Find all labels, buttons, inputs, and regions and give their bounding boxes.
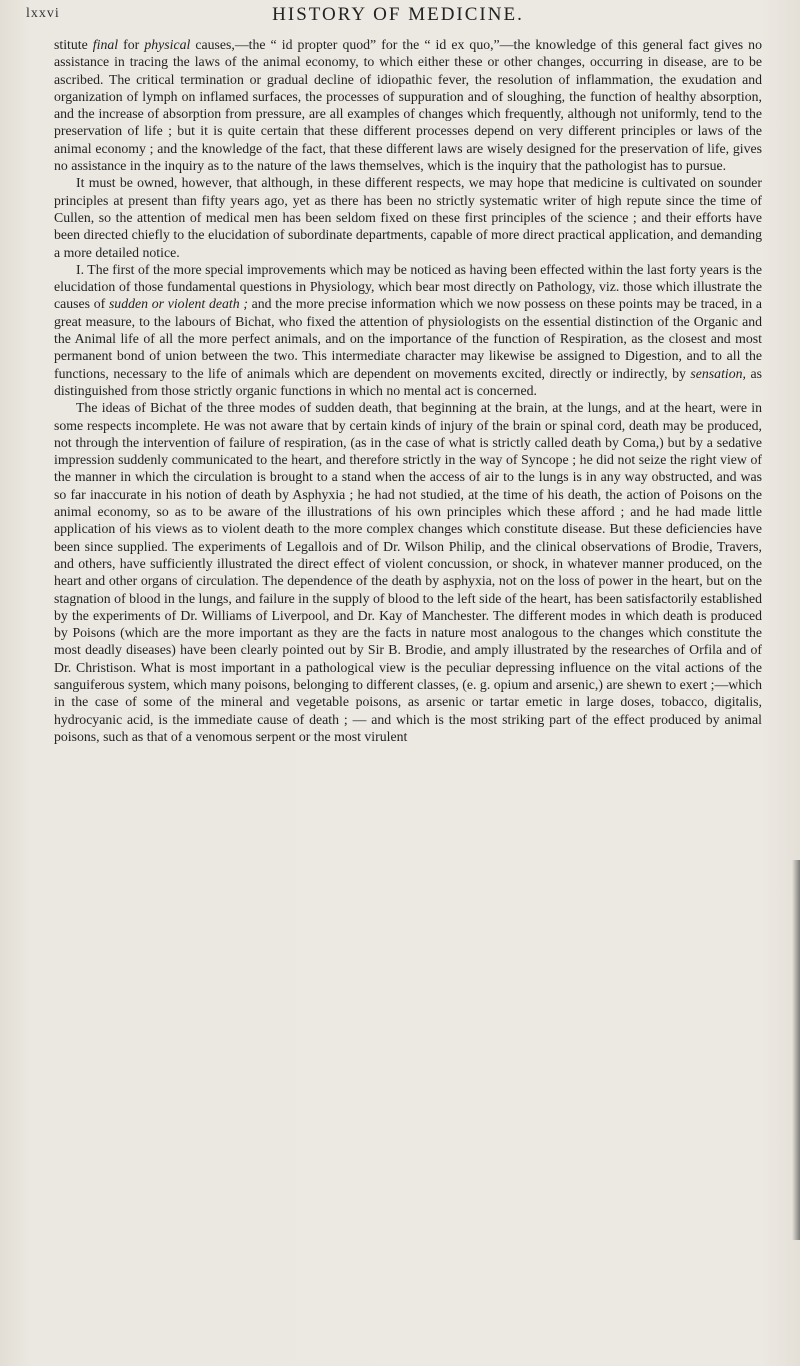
paragraph-text: as distinguished from those strictly organic functions in which no mental act is concerned. <box>54 365 762 398</box>
paragraph-text: stitute <box>54 37 93 52</box>
body-text <box>54 36 762 745</box>
paragraph-2 <box>54 174 762 260</box>
paragraph-text: and the more precise information which we now possess on these points may be traced, in a great measure, to the labours of Bichat, who fixed the attention of physiologists on the essential distinction of the Organic and the Animal life of all the more perfect animals, and on the importance of the function of Respiration, as the closest and most permanent bond of union between the two. This intermediate character may likewise be assigned to Digestion, and to all the functions, necessary to the life of animals which are dependent on movements excited, directly or indirectly, by <box>54 296 762 381</box>
italic-text: physical <box>144 37 191 52</box>
paragraph-text: I. The first of the more special improvements which may be noticed as having been effected within the last forty years is the elucidation of those fundamental questions in Physiology, which bear most directly on Pathology, viz. those which illustrate the causes of <box>54 261 762 312</box>
paragraph-3 <box>54 261 762 399</box>
paragraph-text: causes,—the “ id propter quod” for the “ id ex quo,”—the knowledge of this general fact gives no assistance in tracing the laws of the animal economy, to which either these or other changes, occurring in disease, are to be ascribed. The critical termination or gradual decline of idiopathic fever, the resolution of inflammation, the exudation and organization of lymph on inflamed surfaces, the processes of suppuration and of sloughing, the function of healthy absorption, and the increase of absorption from pressure, are all examples of changes which frequently, although not uniformly, tend to the preservation of life ; but it is quite certain that these different processes depend on very different principles or laws of the animal economy ; and the knowledge of the fact, that these different laws are wisely designed for the preservation of life, gives no assistance in the inquiry as to the nature of the laws themselves, which is the inquiry that the pathologist has to pursue. <box>54 37 762 174</box>
page-number: lxxvi <box>26 6 60 21</box>
paragraph-1 <box>54 36 762 174</box>
paragraph-text: The ideas of Bichat of the three modes of sudden death, that beginning at the brain, at the lungs, and at the heart, were in some respects incomplete. He was not aware that by certain kinds of injury of the brain or spinal cord, death may be produced, not through the intervention of failure of respiration, (as in the case of what is strictly called death by Coma,) but by a sedative impression suddenly communicated to the heart, and therefore strictly in the way of Syncope ; he did not seize the right view of the manner in which the circulation is brought to a stand when the access of air to the lungs is in any way obstructed, and was so far inaccurate in his notion of death by Asphyxia ; he had not studied, at the time of his death, the action of Poisons on the animal economy, so as to be aware of the illustrations of his own principles which these afford ; and he had made little application of his views as to violent death to the more complex changes which constitute disease. But these deficiencies have been since supplied. The experiments of Legallois and of Dr. Wilson Philip, and the clinical observations of Brodie, Travers, and others, have sufficiently illustrated the direct effect of violent concussion, or shock, in whatever manner produced, on the heart and other organs of circulation. The dependence of the death by asphyxia, not on the loss of power in the heart, but on the stagnation of blood in the lungs, and failure in the supply of blood to the left side of the heart, has been satisfactorily established by the experiments of Dr. Williams of Liverpool, and Dr. Kay of Manchester. The different modes in which death is produced by Poisons (which are the more important as they are the facts in nature most analogous to the changes which constitute the most deadly diseases) have been clearly pointed out by Sir B. Brodie, and amply illustrated by the researches of Orfila and of Dr. Christison. What is most important in a pathological view is the peculiar depressing influence on the vital actions of the sanguiferous system, which many poisons, belonging to different classes, (e. g. opium and arsenic,) are shewn to exert ;—which in the case of some of the mineral and vegetable poisons, as arsenic or tartar emetic in large doses, tobacco, digitalis, hydrocyanic acid, is the immediate cause of death ; — and which is the most striking part of the effect produced by animal poisons, such as that of a venomous serpent or the most virulent <box>54 400 762 744</box>
italic-text: final <box>92 37 119 52</box>
paragraph-text: for <box>118 37 145 52</box>
paragraph-text: It must be owned, however, that although, in these different respects, we may hope that medicine is cultivated on sounder principles at present than fifty years ago, yet as there has been no strictly systematic writer of high repute since the time of Cullen, so the attention of medical men has been seldom fixed on these first principles of the science ; and their efforts have been directed chiefly to the elucidation of subordinate departments, capable of more direct practical application, and demanding a more detailed notice. <box>54 175 762 260</box>
page-header <box>26 4 770 30</box>
italic-text: sudden or violent death ; <box>108 296 248 312</box>
running-title: HISTORY OF MEDICINE. <box>272 4 524 25</box>
paragraph-4 <box>54 399 762 745</box>
italic-text: sensation, <box>690 365 746 381</box>
page-edge-shadow <box>792 860 800 1240</box>
